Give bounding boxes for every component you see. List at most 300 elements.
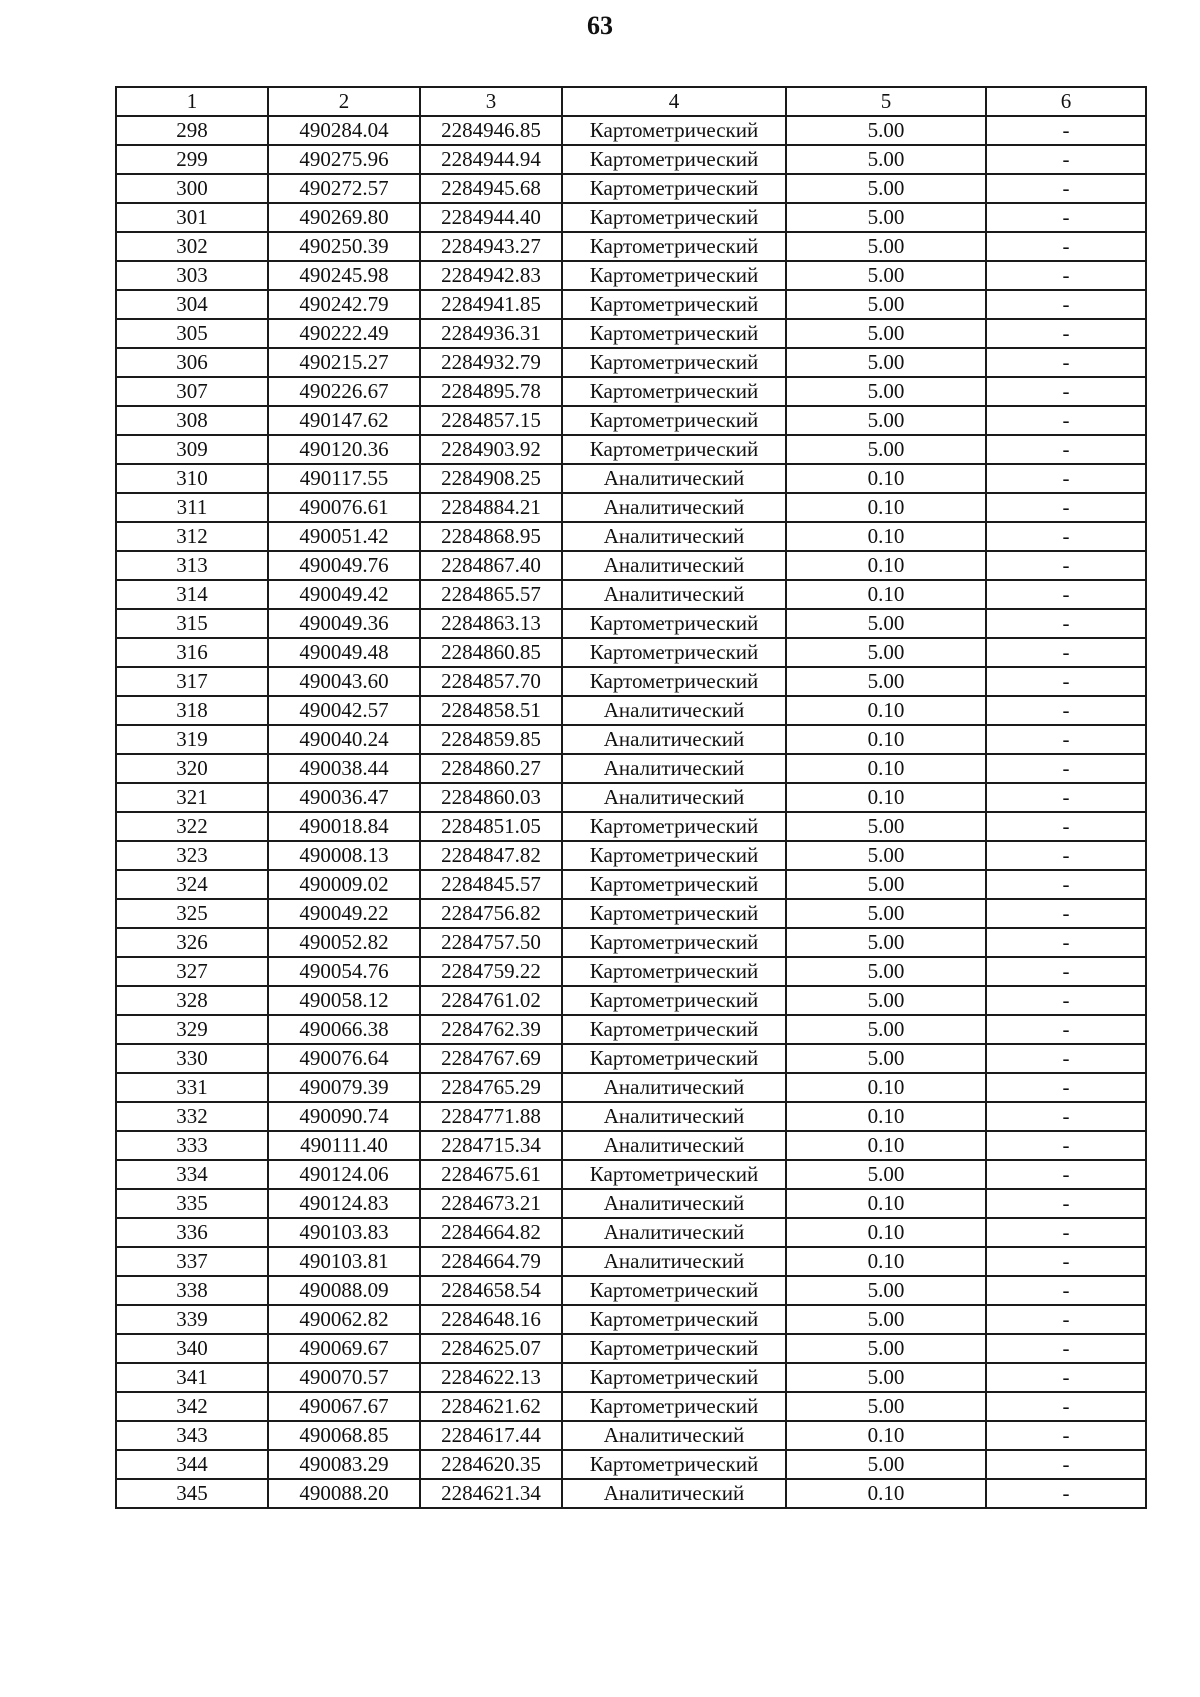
x-coordinate-cell: 490051.42 — [268, 522, 420, 551]
description-cell: - — [986, 1392, 1146, 1421]
y-coordinate-cell: 2284759.22 — [420, 957, 562, 986]
column-header-6: 6 — [986, 87, 1146, 116]
table-row — [116, 1392, 1146, 1421]
accuracy-cell: 5.00 — [786, 1305, 986, 1334]
method-cell: Картометрический — [562, 841, 786, 870]
y-coordinate-cell: 2284664.82 — [420, 1218, 562, 1247]
description-cell: - — [986, 261, 1146, 290]
accuracy-cell: 5.00 — [786, 1044, 986, 1073]
method-cell: Картометрический — [562, 870, 786, 899]
method-cell: Аналитический — [562, 783, 786, 812]
table-row — [116, 1363, 1146, 1392]
accuracy-cell: 0.10 — [786, 522, 986, 551]
table-row — [116, 1450, 1146, 1479]
method-cell: Аналитический — [562, 580, 786, 609]
table-row — [116, 1160, 1146, 1189]
x-coordinate-cell: 490076.61 — [268, 493, 420, 522]
accuracy-cell: 0.10 — [786, 1073, 986, 1102]
method-cell: Картометрический — [562, 377, 786, 406]
point-number-cell: 339 — [116, 1305, 268, 1334]
method-cell: Аналитический — [562, 1421, 786, 1450]
table-row — [116, 1102, 1146, 1131]
x-coordinate-cell: 490008.13 — [268, 841, 420, 870]
x-coordinate-cell: 490147.62 — [268, 406, 420, 435]
y-coordinate-cell: 2284858.51 — [420, 696, 562, 725]
y-coordinate-cell: 2284867.40 — [420, 551, 562, 580]
point-number-cell: 319 — [116, 725, 268, 754]
point-number-cell: 310 — [116, 464, 268, 493]
y-coordinate-cell: 2284863.13 — [420, 609, 562, 638]
y-coordinate-cell: 2284941.85 — [420, 290, 562, 319]
method-cell: Картометрический — [562, 145, 786, 174]
description-cell: - — [986, 1160, 1146, 1189]
y-coordinate-cell: 2284857.15 — [420, 406, 562, 435]
y-coordinate-cell: 2284945.68 — [420, 174, 562, 203]
table-row — [116, 435, 1146, 464]
y-coordinate-cell: 2284932.79 — [420, 348, 562, 377]
method-cell: Аналитический — [562, 1189, 786, 1218]
accuracy-cell: 5.00 — [786, 145, 986, 174]
x-coordinate-cell: 490066.38 — [268, 1015, 420, 1044]
x-coordinate-cell: 490052.82 — [268, 928, 420, 957]
description-cell: - — [986, 1218, 1146, 1247]
x-coordinate-cell: 490242.79 — [268, 290, 420, 319]
x-coordinate-cell: 490226.67 — [268, 377, 420, 406]
point-number-cell: 312 — [116, 522, 268, 551]
y-coordinate-cell: 2284860.27 — [420, 754, 562, 783]
x-coordinate-cell: 490245.98 — [268, 261, 420, 290]
y-coordinate-cell: 2284621.62 — [420, 1392, 562, 1421]
x-coordinate-cell: 490083.29 — [268, 1450, 420, 1479]
description-cell: - — [986, 464, 1146, 493]
table-row — [116, 957, 1146, 986]
point-number-cell: 335 — [116, 1189, 268, 1218]
accuracy-cell: 0.10 — [786, 1189, 986, 1218]
y-coordinate-cell: 2284617.44 — [420, 1421, 562, 1450]
y-coordinate-cell: 2284908.25 — [420, 464, 562, 493]
x-coordinate-cell: 490103.83 — [268, 1218, 420, 1247]
table-row — [116, 203, 1146, 232]
table-row — [116, 609, 1146, 638]
description-cell: - — [986, 870, 1146, 899]
x-coordinate-cell: 490049.22 — [268, 899, 420, 928]
description-cell: - — [986, 1334, 1146, 1363]
x-coordinate-cell: 490222.49 — [268, 319, 420, 348]
point-number-cell: 326 — [116, 928, 268, 957]
table-row — [116, 464, 1146, 493]
x-coordinate-cell: 490088.20 — [268, 1479, 420, 1508]
description-cell: - — [986, 551, 1146, 580]
method-cell: Аналитический — [562, 1479, 786, 1508]
x-coordinate-cell: 490018.84 — [268, 812, 420, 841]
x-coordinate-cell: 490042.57 — [268, 696, 420, 725]
description-cell: - — [986, 1044, 1146, 1073]
x-coordinate-cell: 490090.74 — [268, 1102, 420, 1131]
accuracy-cell: 0.10 — [786, 1421, 986, 1450]
accuracy-cell: 5.00 — [786, 957, 986, 986]
y-coordinate-cell: 2284648.16 — [420, 1305, 562, 1334]
point-number-cell: 345 — [116, 1479, 268, 1508]
table-row — [116, 783, 1146, 812]
description-cell: - — [986, 638, 1146, 667]
method-cell: Картометрический — [562, 1334, 786, 1363]
table-row — [116, 116, 1146, 145]
x-coordinate-cell: 490070.57 — [268, 1363, 420, 1392]
method-cell: Картометрический — [562, 203, 786, 232]
method-cell: Картометрический — [562, 1363, 786, 1392]
y-coordinate-cell: 2284771.88 — [420, 1102, 562, 1131]
accuracy-cell: 0.10 — [786, 1247, 986, 1276]
description-cell: - — [986, 1276, 1146, 1305]
accuracy-cell: 5.00 — [786, 406, 986, 435]
description-cell: - — [986, 377, 1146, 406]
table-row — [116, 145, 1146, 174]
y-coordinate-cell: 2284620.35 — [420, 1450, 562, 1479]
table-row — [116, 1276, 1146, 1305]
method-cell: Картометрический — [562, 435, 786, 464]
y-coordinate-cell: 2284884.21 — [420, 493, 562, 522]
description-cell: - — [986, 928, 1146, 957]
description-cell: - — [986, 232, 1146, 261]
accuracy-cell: 5.00 — [786, 986, 986, 1015]
description-cell: - — [986, 667, 1146, 696]
x-coordinate-cell: 490117.55 — [268, 464, 420, 493]
point-number-cell: 305 — [116, 319, 268, 348]
table-row — [116, 406, 1146, 435]
point-number-cell: 337 — [116, 1247, 268, 1276]
column-header-1: 1 — [116, 87, 268, 116]
y-coordinate-cell: 2284942.83 — [420, 261, 562, 290]
point-number-cell: 334 — [116, 1160, 268, 1189]
table-row — [116, 348, 1146, 377]
table-row — [116, 1218, 1146, 1247]
method-cell: Аналитический — [562, 493, 786, 522]
y-coordinate-cell: 2284762.39 — [420, 1015, 562, 1044]
method-cell: Аналитический — [562, 754, 786, 783]
point-number-cell: 327 — [116, 957, 268, 986]
method-cell: Картометрический — [562, 667, 786, 696]
accuracy-cell: 5.00 — [786, 667, 986, 696]
table-row — [116, 261, 1146, 290]
description-cell: - — [986, 406, 1146, 435]
table-row — [116, 696, 1146, 725]
accuracy-cell: 0.10 — [786, 696, 986, 725]
y-coordinate-cell: 2284675.61 — [420, 1160, 562, 1189]
y-coordinate-cell: 2284946.85 — [420, 116, 562, 145]
x-coordinate-cell: 490009.02 — [268, 870, 420, 899]
point-number-cell: 331 — [116, 1073, 268, 1102]
point-number-cell: 328 — [116, 986, 268, 1015]
point-number-cell: 300 — [116, 174, 268, 203]
description-cell: - — [986, 1015, 1146, 1044]
y-coordinate-cell: 2284756.82 — [420, 899, 562, 928]
description-cell: - — [986, 957, 1146, 986]
y-coordinate-cell: 2284860.85 — [420, 638, 562, 667]
y-coordinate-cell: 2284622.13 — [420, 1363, 562, 1392]
x-coordinate-cell: 490040.24 — [268, 725, 420, 754]
accuracy-cell: 5.00 — [786, 812, 986, 841]
table-row — [116, 522, 1146, 551]
x-coordinate-cell: 490269.80 — [268, 203, 420, 232]
method-cell: Картометрический — [562, 957, 786, 986]
method-cell: Картометрический — [562, 1305, 786, 1334]
method-cell: Картометрический — [562, 174, 786, 203]
description-cell: - — [986, 116, 1146, 145]
method-cell: Картометрический — [562, 1392, 786, 1421]
method-cell: Картометрический — [562, 638, 786, 667]
x-coordinate-cell: 490038.44 — [268, 754, 420, 783]
x-coordinate-cell: 490049.36 — [268, 609, 420, 638]
point-number-cell: 342 — [116, 1392, 268, 1421]
method-cell: Картометрический — [562, 1276, 786, 1305]
description-cell: - — [986, 609, 1146, 638]
description-cell: - — [986, 522, 1146, 551]
point-number-cell: 311 — [116, 493, 268, 522]
table-row — [116, 232, 1146, 261]
description-cell: - — [986, 1421, 1146, 1450]
accuracy-cell: 5.00 — [786, 899, 986, 928]
x-coordinate-cell: 490079.39 — [268, 1073, 420, 1102]
point-number-cell: 309 — [116, 435, 268, 464]
description-cell: - — [986, 319, 1146, 348]
y-coordinate-cell: 2284859.85 — [420, 725, 562, 754]
y-coordinate-cell: 2284765.29 — [420, 1073, 562, 1102]
point-number-cell: 321 — [116, 783, 268, 812]
table-row — [116, 725, 1146, 754]
accuracy-cell: 0.10 — [786, 725, 986, 754]
accuracy-cell: 5.00 — [786, 377, 986, 406]
y-coordinate-cell: 2284673.21 — [420, 1189, 562, 1218]
table-row — [116, 1073, 1146, 1102]
x-coordinate-cell: 490069.67 — [268, 1334, 420, 1363]
page-number: 63 — [587, 11, 613, 40]
point-number-cell: 318 — [116, 696, 268, 725]
y-coordinate-cell: 2284943.27 — [420, 232, 562, 261]
accuracy-cell: 5.00 — [786, 928, 986, 957]
point-number-cell: 307 — [116, 377, 268, 406]
method-cell: Аналитический — [562, 464, 786, 493]
accuracy-cell: 0.10 — [786, 754, 986, 783]
point-number-cell: 317 — [116, 667, 268, 696]
x-coordinate-cell: 490068.85 — [268, 1421, 420, 1450]
description-cell: - — [986, 1450, 1146, 1479]
column-header-5: 5 — [786, 87, 986, 116]
y-coordinate-cell: 2284851.05 — [420, 812, 562, 841]
description-cell: - — [986, 348, 1146, 377]
x-coordinate-cell: 490054.76 — [268, 957, 420, 986]
description-cell: - — [986, 899, 1146, 928]
description-cell: - — [986, 1189, 1146, 1218]
table-row — [116, 928, 1146, 957]
accuracy-cell: 5.00 — [786, 1363, 986, 1392]
x-coordinate-cell: 490088.09 — [268, 1276, 420, 1305]
x-coordinate-cell: 490124.83 — [268, 1189, 420, 1218]
description-cell: - — [986, 986, 1146, 1015]
method-cell: Картометрический — [562, 232, 786, 261]
y-coordinate-cell: 2284860.03 — [420, 783, 562, 812]
table-row — [116, 899, 1146, 928]
table-row — [116, 986, 1146, 1015]
table-row — [116, 319, 1146, 348]
point-number-cell: 302 — [116, 232, 268, 261]
description-cell: - — [986, 1247, 1146, 1276]
method-cell: Аналитический — [562, 725, 786, 754]
point-number-cell: 323 — [116, 841, 268, 870]
description-cell: - — [986, 1131, 1146, 1160]
column-header-3: 3 — [420, 87, 562, 116]
x-coordinate-cell: 490049.42 — [268, 580, 420, 609]
accuracy-cell: 5.00 — [786, 232, 986, 261]
accuracy-cell: 5.00 — [786, 348, 986, 377]
x-coordinate-cell: 490120.36 — [268, 435, 420, 464]
table-row — [116, 638, 1146, 667]
description-cell: - — [986, 145, 1146, 174]
point-number-cell: 344 — [116, 1450, 268, 1479]
table-row — [116, 1334, 1146, 1363]
description-cell: - — [986, 435, 1146, 464]
x-coordinate-cell: 490250.39 — [268, 232, 420, 261]
x-coordinate-cell: 490215.27 — [268, 348, 420, 377]
x-coordinate-cell: 490067.67 — [268, 1392, 420, 1421]
y-coordinate-cell: 2284625.07 — [420, 1334, 562, 1363]
method-cell: Аналитический — [562, 1218, 786, 1247]
method-cell: Картометрический — [562, 290, 786, 319]
table-row — [116, 1131, 1146, 1160]
method-cell: Аналитический — [562, 1247, 786, 1276]
method-cell: Аналитический — [562, 551, 786, 580]
point-number-cell: 330 — [116, 1044, 268, 1073]
table-row — [116, 1247, 1146, 1276]
accuracy-cell: 0.10 — [786, 1102, 986, 1131]
y-coordinate-cell: 2284767.69 — [420, 1044, 562, 1073]
y-coordinate-cell: 2284868.95 — [420, 522, 562, 551]
x-coordinate-cell: 490275.96 — [268, 145, 420, 174]
y-coordinate-cell: 2284857.70 — [420, 667, 562, 696]
x-coordinate-cell: 490043.60 — [268, 667, 420, 696]
accuracy-cell: 0.10 — [786, 551, 986, 580]
accuracy-cell: 0.10 — [786, 493, 986, 522]
description-cell: - — [986, 1102, 1146, 1131]
x-coordinate-cell: 490062.82 — [268, 1305, 420, 1334]
point-number-cell: 333 — [116, 1131, 268, 1160]
x-coordinate-cell: 490284.04 — [268, 116, 420, 145]
description-cell: - — [986, 725, 1146, 754]
method-cell: Картометрический — [562, 116, 786, 145]
table-row — [116, 754, 1146, 783]
accuracy-cell: 5.00 — [786, 203, 986, 232]
column-header-4: 4 — [562, 87, 786, 116]
x-coordinate-cell: 490111.40 — [268, 1131, 420, 1160]
accuracy-cell: 0.10 — [786, 464, 986, 493]
point-number-cell: 298 — [116, 116, 268, 145]
table-header — [116, 87, 1146, 116]
accuracy-cell: 5.00 — [786, 870, 986, 899]
table-row — [116, 667, 1146, 696]
y-coordinate-cell: 2284847.82 — [420, 841, 562, 870]
accuracy-cell: 0.10 — [786, 580, 986, 609]
point-number-cell: 336 — [116, 1218, 268, 1247]
description-cell: - — [986, 696, 1146, 725]
method-cell: Картометрический — [562, 348, 786, 377]
table-row — [116, 1189, 1146, 1218]
table-row — [116, 580, 1146, 609]
description-cell: - — [986, 783, 1146, 812]
method-cell: Картометрический — [562, 261, 786, 290]
accuracy-cell: 5.00 — [786, 261, 986, 290]
method-cell: Картометрический — [562, 986, 786, 1015]
table-row — [116, 812, 1146, 841]
description-cell: - — [986, 841, 1146, 870]
description-cell: - — [986, 812, 1146, 841]
description-cell: - — [986, 290, 1146, 319]
accuracy-cell: 5.00 — [786, 841, 986, 870]
method-cell: Картометрический — [562, 928, 786, 957]
x-coordinate-cell: 490103.81 — [268, 1247, 420, 1276]
accuracy-cell: 5.00 — [786, 1392, 986, 1421]
y-coordinate-cell: 2284895.78 — [420, 377, 562, 406]
x-coordinate-cell: 490058.12 — [268, 986, 420, 1015]
table-row — [116, 870, 1146, 899]
method-cell: Картометрический — [562, 1450, 786, 1479]
column-header-2: 2 — [268, 87, 420, 116]
description-cell: - — [986, 493, 1146, 522]
point-number-cell: 341 — [116, 1363, 268, 1392]
method-cell: Аналитический — [562, 696, 786, 725]
y-coordinate-cell: 2284845.57 — [420, 870, 562, 899]
y-coordinate-cell: 2284761.02 — [420, 986, 562, 1015]
table-row — [116, 551, 1146, 580]
description-cell: - — [986, 754, 1146, 783]
table-row — [116, 377, 1146, 406]
y-coordinate-cell: 2284944.94 — [420, 145, 562, 174]
method-cell: Картометрический — [562, 1044, 786, 1073]
accuracy-cell: 5.00 — [786, 1015, 986, 1044]
point-number-cell: 322 — [116, 812, 268, 841]
table-row — [116, 1479, 1146, 1508]
y-coordinate-cell: 2284715.34 — [420, 1131, 562, 1160]
method-cell: Картометрический — [562, 406, 786, 435]
accuracy-cell: 5.00 — [786, 1276, 986, 1305]
table-body — [116, 116, 1146, 1508]
y-coordinate-cell: 2284664.79 — [420, 1247, 562, 1276]
method-cell: Картометрический — [562, 812, 786, 841]
point-number-cell: 306 — [116, 348, 268, 377]
table-row — [116, 493, 1146, 522]
method-cell: Картометрический — [562, 899, 786, 928]
point-number-cell: 313 — [116, 551, 268, 580]
point-number-cell: 343 — [116, 1421, 268, 1450]
accuracy-cell: 5.00 — [786, 435, 986, 464]
point-number-cell: 301 — [116, 203, 268, 232]
method-cell: Картометрический — [562, 609, 786, 638]
point-number-cell: 332 — [116, 1102, 268, 1131]
point-number-cell: 308 — [116, 406, 268, 435]
method-cell: Картометрический — [562, 1015, 786, 1044]
table-row — [116, 1015, 1146, 1044]
method-cell: Аналитический — [562, 1131, 786, 1160]
method-cell: Картометрический — [562, 319, 786, 348]
description-cell: - — [986, 203, 1146, 232]
x-coordinate-cell: 490049.48 — [268, 638, 420, 667]
table-row — [116, 174, 1146, 203]
point-number-cell: 340 — [116, 1334, 268, 1363]
accuracy-cell: 5.00 — [786, 1450, 986, 1479]
method-cell: Картометрический — [562, 1160, 786, 1189]
method-cell: Аналитический — [562, 1073, 786, 1102]
x-coordinate-cell: 490272.57 — [268, 174, 420, 203]
point-number-cell: 315 — [116, 609, 268, 638]
method-cell: Аналитический — [562, 1102, 786, 1131]
